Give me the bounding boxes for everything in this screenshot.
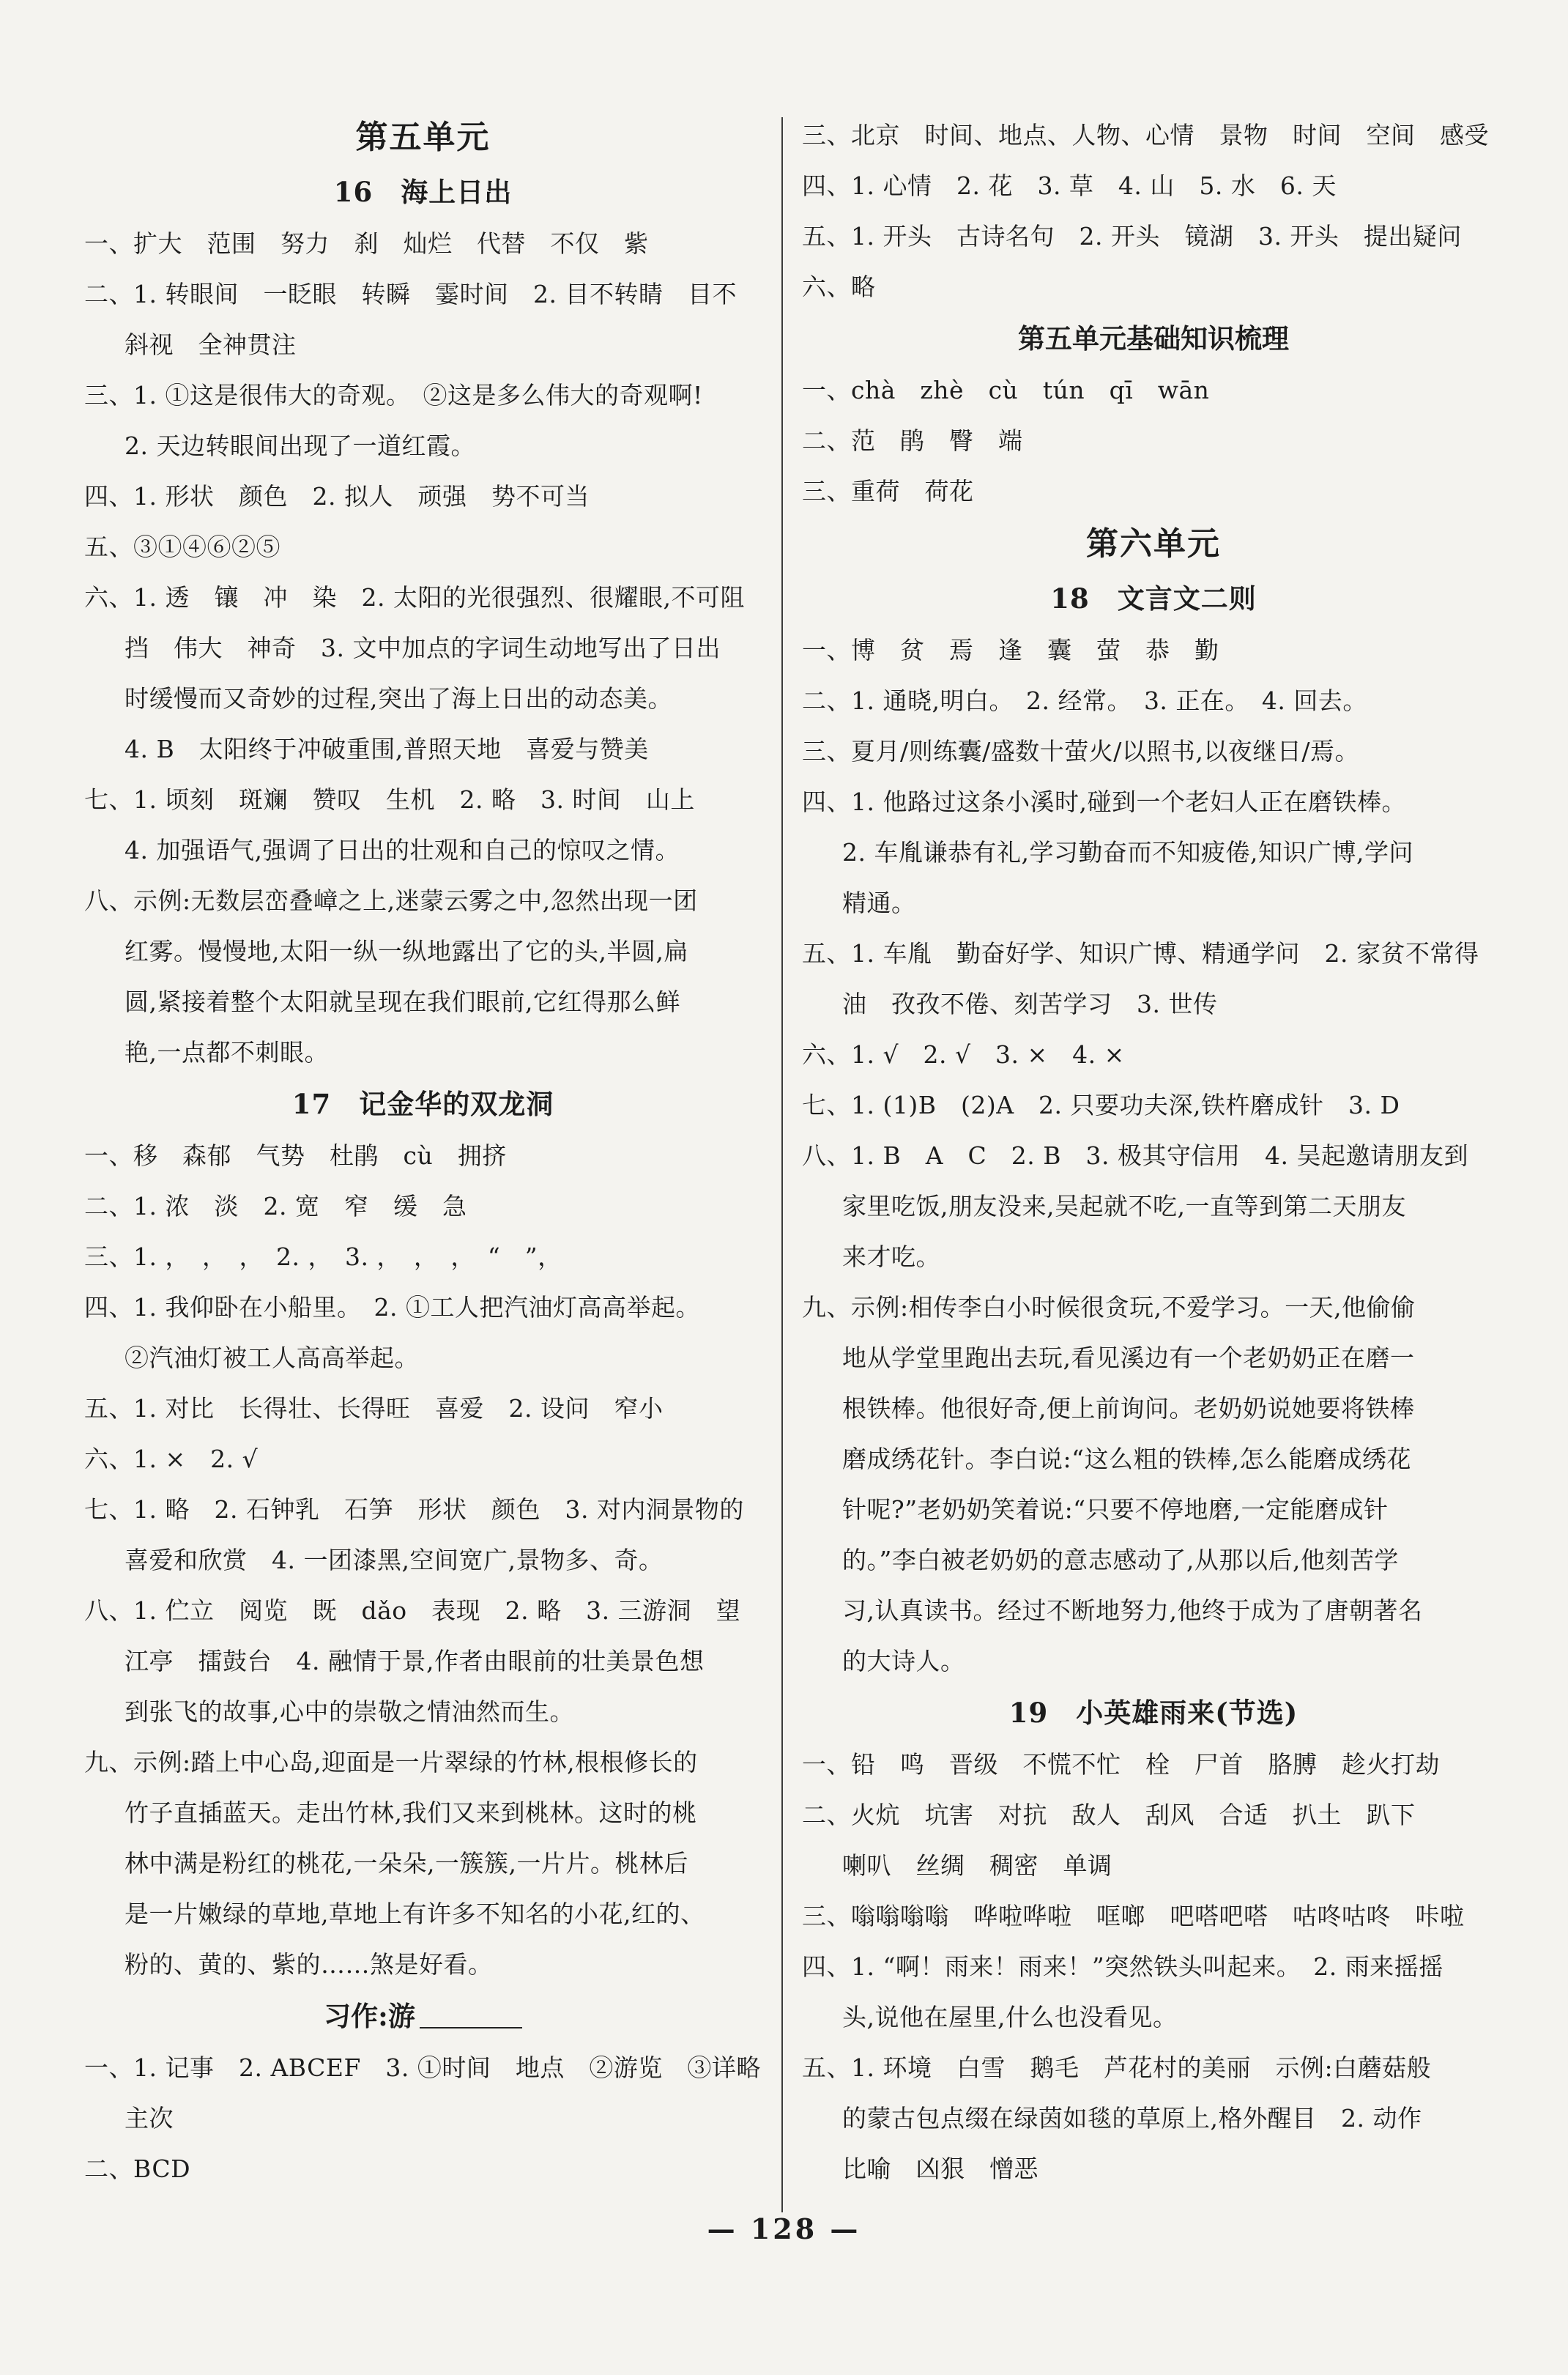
answer-line: 二、1. 转眼间 一眨眼 转瞬 霎时间 2. 目不转睛 目不	[84, 280, 737, 308]
answer-line: 一、移 森郁 气势 杜鹃 cù 拥挤	[84, 1141, 507, 1170]
answer-line: 四、1. “啊！雨来！雨来！”突然铁头叫起来。 2. 雨来摇摇	[802, 1952, 1443, 1981]
answer-line: 油 孜孜不倦、刻苦学习 3. 世传	[842, 990, 1218, 1018]
answer-line: 八、1. 伫立 阅览 既 dǎo 表现 2. 略 3. 三游洞 望	[84, 1596, 741, 1625]
answer-line: 的。”李白被老奶奶的意志感动了,从那以后,他刻苦学	[842, 1546, 1399, 1574]
answer-line: 竹子直插蓝天。走出竹林,我们又来到桃林。这时的桃	[125, 1798, 697, 1827]
answer-line: 三、夏月/则练囊/盛数十萤火/以照书,以夜继日/焉。	[802, 737, 1359, 766]
answer-line: 五、③①④⑥②⑤	[84, 533, 280, 561]
answer-line: 四、1. 形状 颜色 2. 拟人 顽强 势不可当	[84, 482, 590, 511]
answer-line: 九、示例:踏上中心岛,迎面是一片翠绿的竹林,根根修长的	[84, 1748, 698, 1776]
answer-line: 五、1. 开头 古诗名句 2. 开头 镜湖 3. 开头 提出疑问	[802, 222, 1462, 251]
lesson-16-answers	[84, 218, 762, 1078]
lesson-16-heading: 16 海上日出	[333, 176, 513, 208]
unit-6-heading: 第六单元	[1086, 525, 1221, 563]
answer-line: 斜视 全神贯注	[125, 330, 297, 359]
answer-line: 三、重荷 荷花	[802, 477, 974, 505]
answer-line: 五、1. 环境 白雪 鹅毛 芦花村的美丽 示例:白蘑菇般	[802, 2053, 1432, 2082]
answer-line: 比喻 凶狠 憎恶	[842, 2154, 1038, 2183]
answer-line: ②汽油灯被工人高高举起。	[125, 1344, 419, 1372]
answer-line: 头,说他在屋里,什么也没看见。	[842, 2003, 1178, 2031]
answer-line: 二、火炕 坑害 对抗 敌人 刮风 合适 扒土 趴下	[802, 1801, 1416, 1829]
writing-answers	[84, 2042, 762, 2194]
answer-line: 的大诗人。	[842, 1647, 965, 1675]
answer-line: 六、略	[802, 273, 876, 301]
unit-5-writing-answers-cont	[802, 110, 1505, 312]
answer-line: 三、1. ， ， ， 2. ， 3. ， ， ， “ ”，	[84, 1242, 562, 1271]
writing-title: 习作:游	[324, 2000, 415, 2032]
answer-line: 一、铅 鸣 晋级 不慌不忙 栓 尸首 胳膊 趁火打劫	[802, 1750, 1440, 1779]
column-divider	[781, 117, 783, 2212]
lesson-17-answers	[84, 1130, 762, 1990]
page-number: — 128 —	[707, 2212, 861, 2245]
lesson-18-answers	[802, 625, 1505, 1686]
unit-5-heading: 第五单元	[355, 119, 491, 156]
answer-line: 八、1. B A C 2. B 3. 极其守信用 4. 吴起邀请朋友到	[802, 1141, 1468, 1170]
answer-line: 到张飞的故事,心中的崇敬之情油然而生。	[125, 1697, 574, 1726]
answer-line: 五、1. 对比 长得壮、长得旺 喜爱 2. 设问 窄小	[84, 1394, 664, 1423]
answer-line: 4. 加强语气,强调了日出的壮观和自己的惊叹之情。	[125, 836, 680, 864]
answer-line: 一、博 贫 焉 逢 囊 萤 恭 勤	[802, 636, 1219, 664]
answer-line: 一、1. 记事 2. ABCEF 3. ①时间 地点 ②游览 ③详略	[84, 2053, 761, 2082]
answer-line: 磨成绣花针。李白说:“这么粗的铁棒,怎么能磨成绣花	[842, 1445, 1411, 1473]
writing-heading	[84, 1990, 762, 2042]
answer-line: 四、1. 心情 2. 花 3. 草 4. 山 5. 水 6. 天	[802, 171, 1337, 200]
answer-line: 2. 天边转眼间出现了一道红霞。	[125, 431, 475, 460]
answer-line: 根铁棒。他很好奇,便上前询问。老奶奶说她要将铁棒	[842, 1394, 1415, 1423]
answer-line: 的蒙古包点缀在绿茵如毯的草原上,格外醒目 2. 动作	[842, 2104, 1422, 2133]
answer-line: 七、1. 略 2. 石钟乳 石笋 形状 颜色 3. 对内洞景物的	[84, 1495, 744, 1524]
answer-line: 4. B 太阳终于冲破重围,普照天地 喜爱与赞美	[125, 735, 649, 763]
answer-line: 艳,一点都不刺眼。	[125, 1038, 329, 1067]
answer-line: 时缓慢而又奇妙的过程,突出了海上日出的动态美。	[125, 684, 672, 713]
answer-line: 喜爱和欣赏 4. 一团漆黑,空间宽广,景物多、奇。	[125, 1546, 664, 1574]
answer-line: 七、1. 顷刻 斑斓 赞叹 生机 2. 略 3. 时间 山上	[84, 785, 695, 814]
right-column	[802, 110, 1505, 2194]
answer-line: 二、1. 通晓,明白。 2. 经常。 3. 正在。 4. 回去。	[802, 686, 1367, 715]
answer-line: 挡 伟大 神奇 3. 文中加点的字词生动地写出了日出	[125, 634, 721, 662]
answer-line: 三、北京 时间、地点、人物、心情 景物 时间 空间 感受	[802, 121, 1489, 149]
answer-line: 二、范 鹃 臀 端	[802, 426, 1023, 455]
answer-line: 九、示例:相传李白小时候很贪玩,不爱学习。一天,他偷偷	[802, 1293, 1416, 1322]
fill-in-blank	[420, 2027, 522, 2028]
answer-line: 六、1. 透 镶 冲 染 2. 太阳的光很强烈、很耀眼,不可阻	[84, 583, 745, 612]
answer-line: 喇叭 丝绸 稠密 单调	[842, 1851, 1112, 1880]
answer-line: 地从学堂里跑出去玩,看见溪边有一个老奶奶正在磨一	[842, 1344, 1415, 1372]
answer-line: 六、1. × 2. √	[84, 1445, 259, 1473]
answer-line: 三、嗡嗡嗡嗡 哗啦哗啦 哐啷 吧嗒吧嗒 咕咚咕咚 咔啦	[802, 1902, 1465, 1930]
left-column	[84, 110, 762, 2194]
lesson-19-heading: 19 小英雄雨来(节选)	[1008, 1697, 1298, 1729]
lesson-19-answers	[802, 1739, 1505, 2194]
answer-line: 八、示例:无数层峦叠嶂之上,迷蒙云雾之中,忽然出现一团	[84, 886, 698, 915]
answer-line: 习,认真读书。经过不断地努力,他终于成为了唐朝著名	[842, 1596, 1423, 1625]
answer-line: 江亭 擂鼓台 4. 融情于景,作者由眼前的壮美景色想	[125, 1647, 705, 1675]
lesson-18-heading: 18 文言文二则	[1050, 582, 1257, 615]
answer-line: 一、扩大 范围 努力 刹 灿烂 代替 不仅 紫	[84, 229, 649, 258]
answer-line: 主次	[125, 2104, 174, 2133]
answer-line: 来才吃。	[842, 1242, 940, 1271]
answer-line: 二、1. 浓 淡 2. 宽 窄 缓 急	[84, 1192, 467, 1220]
answer-line: 二、BCD	[84, 2154, 191, 2183]
answer-line: 四、1. 他路过这条小溪时,碰到一个老妇人正在磨铁棒。	[802, 788, 1406, 816]
answer-line: 红雾。慢慢地,太阳一纵一纵地露出了它的头,半圆,扁	[125, 937, 688, 966]
answer-line: 精通。	[842, 889, 916, 917]
answer-line: 家里吃饭,朋友没来,吴起就不吃,一直等到第二天朋友	[842, 1192, 1406, 1220]
answer-line: 三、1. ①这是很伟大的奇观。 ②这是多么伟大的奇观啊!	[84, 381, 703, 410]
answer-line: 五、1. 车胤 勤奋好学、知识广博、精通学问 2. 家贫不常得	[802, 939, 1479, 968]
unit-5-review-heading: 第五单元基础知识梳理	[1018, 322, 1289, 355]
answer-line: 林中满是粉红的桃花,一朵朵,一簇簇,一片片。桃林后	[125, 1849, 688, 1878]
answer-line: 圆,紧接着整个太阳就呈现在我们眼前,它红得那么鲜	[125, 988, 680, 1016]
unit-5-review-answers	[802, 365, 1505, 516]
answer-line: 七、1. (1)B (2)A 2. 只要功夫深,铁杵磨成针 3. D	[802, 1091, 1400, 1119]
answer-line: 2. 车胤谦恭有礼,学习勤奋而不知疲倦,知识广博,学问	[842, 838, 1413, 867]
answer-line: 是一片嫩绿的草地,草地上有许多不知名的小花,红的、	[125, 1900, 705, 1928]
answer-line: 六、1. √ 2. √ 3. × 4. ×	[802, 1040, 1125, 1069]
answer-line: 针呢?”老奶奶笑着说:“只要不停地磨,一定能磨成针	[842, 1495, 1389, 1524]
lesson-17-heading: 17 记金华的双龙洞	[291, 1088, 554, 1120]
answer-line: 粉的、黄的、紫的……煞是好看。	[125, 1950, 493, 1979]
answer-line: 一、chà zhè cù tún qī wān	[802, 376, 1210, 404]
answer-line: 四、1. 我仰卧在小船里。 2. ①工人把汽油灯高高举起。	[84, 1293, 700, 1322]
